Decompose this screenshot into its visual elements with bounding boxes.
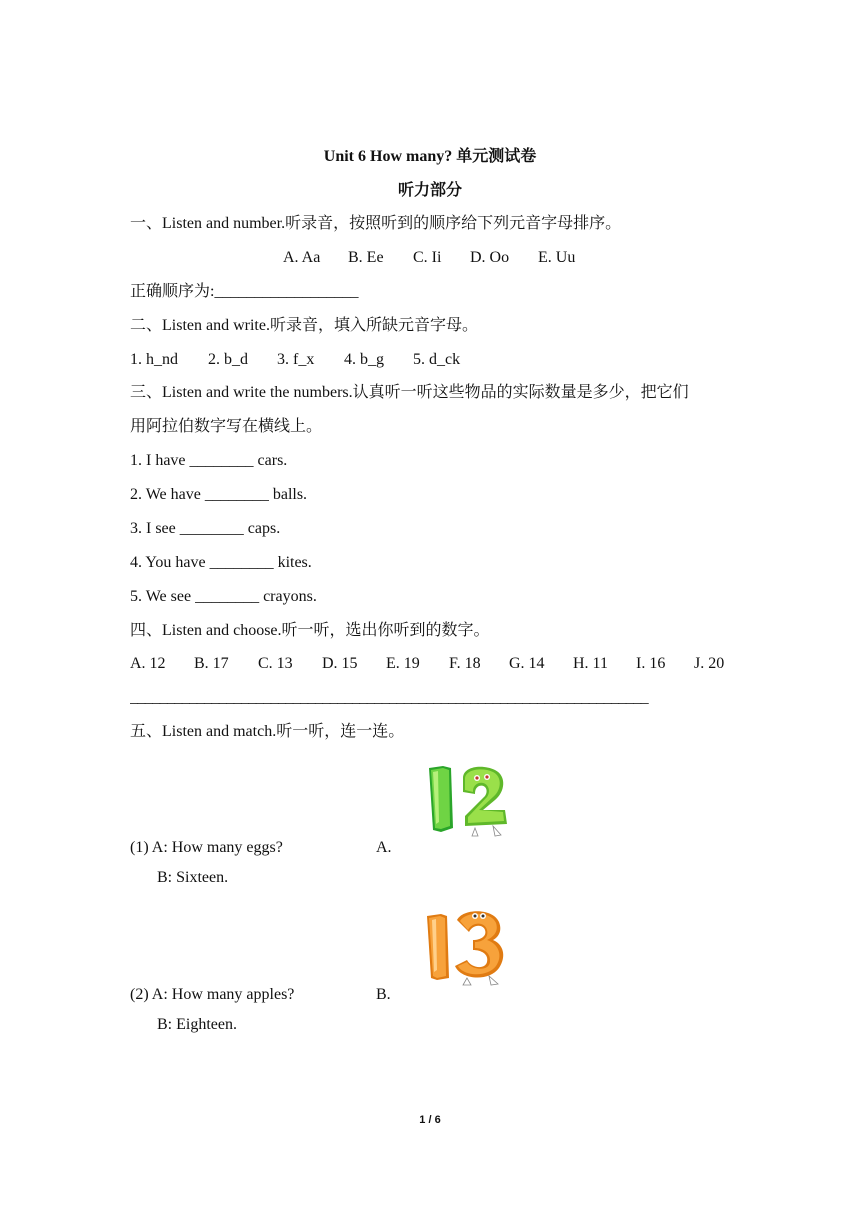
number-13-image	[423, 906, 513, 986]
section-4-answer-line: ______________________________________________________________________	[130, 689, 649, 706]
number-12-image	[425, 762, 515, 838]
number-option: J. 20	[694, 655, 725, 672]
option-item: C. Ii	[413, 249, 442, 266]
fill-item: 1. h_nd	[130, 351, 178, 368]
fill-item: 2. b_d	[208, 351, 248, 368]
option-a-label: A.	[376, 839, 392, 856]
fill-item: 3. f_x	[277, 351, 315, 368]
section-1-answer-line: 正确顺序为:__________________	[130, 283, 359, 300]
section-2-heading: 二、Listen and write.听录音，填入所缺元音字母。	[130, 317, 478, 334]
sentence-item: 3. I see ________ caps.	[130, 520, 281, 537]
document-title: Unit 6 How many? 单元测试卷	[323, 148, 537, 165]
option-item: D. Oo	[470, 249, 510, 266]
number-12-icon	[425, 762, 515, 838]
sentence-item: 4. You have ________ kites.	[130, 554, 312, 571]
page-number: 1 / 6	[419, 1114, 441, 1126]
section-1-heading: 一、Listen and number.听录音，按照听到的顺序给下列元音字母排序。	[130, 215, 622, 232]
number-option: D. 15	[322, 655, 358, 672]
option-item: B. Ee	[348, 249, 384, 266]
question-2-a: (2) A: How many apples?	[130, 986, 295, 1003]
sentence-item: 2. We have ________ balls.	[130, 486, 308, 503]
section-3-heading-line-1: 三、Listen and write the numbers.认真听一听这些物品的实际数量是多少，把它们	[130, 384, 689, 401]
number-option: E. 19	[386, 655, 420, 672]
number-option: I. 16	[636, 655, 666, 672]
number-option: H. 11	[573, 655, 608, 672]
option-b-label: B.	[376, 986, 391, 1003]
number-option: G. 14	[509, 655, 545, 672]
section-4-heading: 四、Listen and choose.听一听，选出你听到的数字。	[130, 622, 490, 639]
number-13-icon	[423, 906, 513, 986]
section-subtitle: 听力部分	[397, 182, 462, 199]
fill-item: 4. b_g	[344, 351, 384, 368]
question-2-b: B: Eighteen.	[157, 1016, 237, 1033]
section-5-heading: 五、Listen and match.听一听，连一连。	[130, 723, 405, 740]
question-1-b: B: Sixteen.	[157, 869, 229, 886]
question-1-a: (1) A: How many eggs?	[130, 839, 283, 856]
option-item: E. Uu	[538, 249, 576, 266]
number-option: B. 17	[194, 655, 229, 672]
sentence-item: 1. I have ________ cars.	[130, 452, 288, 469]
sentence-item: 5. We see ________ crayons.	[130, 588, 317, 605]
section-3-heading-line-2: 用阿拉伯数字写在横线上。	[130, 418, 323, 435]
number-option: F. 18	[449, 655, 481, 672]
fill-item: 5. d_ck	[413, 351, 461, 368]
number-option: C. 13	[258, 655, 293, 672]
option-item: A. Aa	[283, 249, 321, 266]
number-option: A. 12	[130, 655, 166, 672]
